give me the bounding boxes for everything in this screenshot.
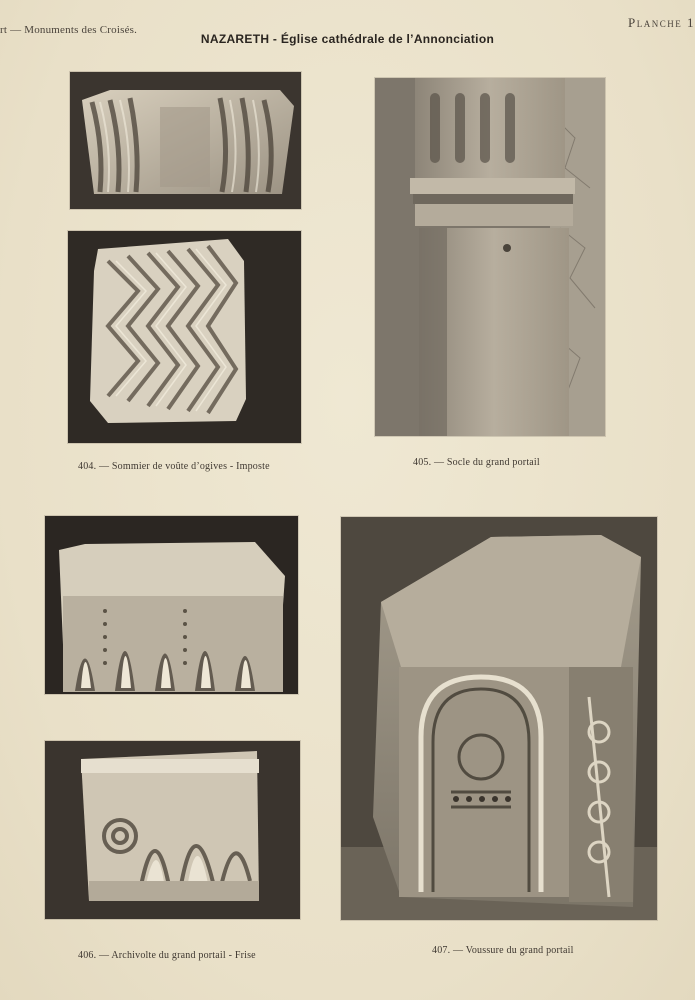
- photo-405-pedestal: [375, 78, 605, 436]
- photo-406-frieze: [45, 516, 298, 694]
- caption-406: 406. — Archivolte du grand portail - Frise: [78, 950, 256, 961]
- plate-title: NAZARETH - Église cathédrale de l’Annonciation: [200, 32, 495, 46]
- photo-406-capital: [45, 741, 300, 919]
- running-header-left: rt — Monuments des Croisés.: [0, 24, 138, 36]
- caption-404: 404. — Sommier de voûte d’ogives - Imposte: [78, 461, 270, 472]
- caption-405: 405. — Socle du grand portail: [413, 457, 540, 468]
- photo-404-chevron: [68, 231, 301, 443]
- photo-404-impost: [70, 72, 301, 209]
- photo-407-voussoir: [341, 517, 657, 920]
- caption-407: 407. — Voussure du grand portail: [432, 945, 574, 956]
- plate-number: Planche 1: [628, 15, 695, 30]
